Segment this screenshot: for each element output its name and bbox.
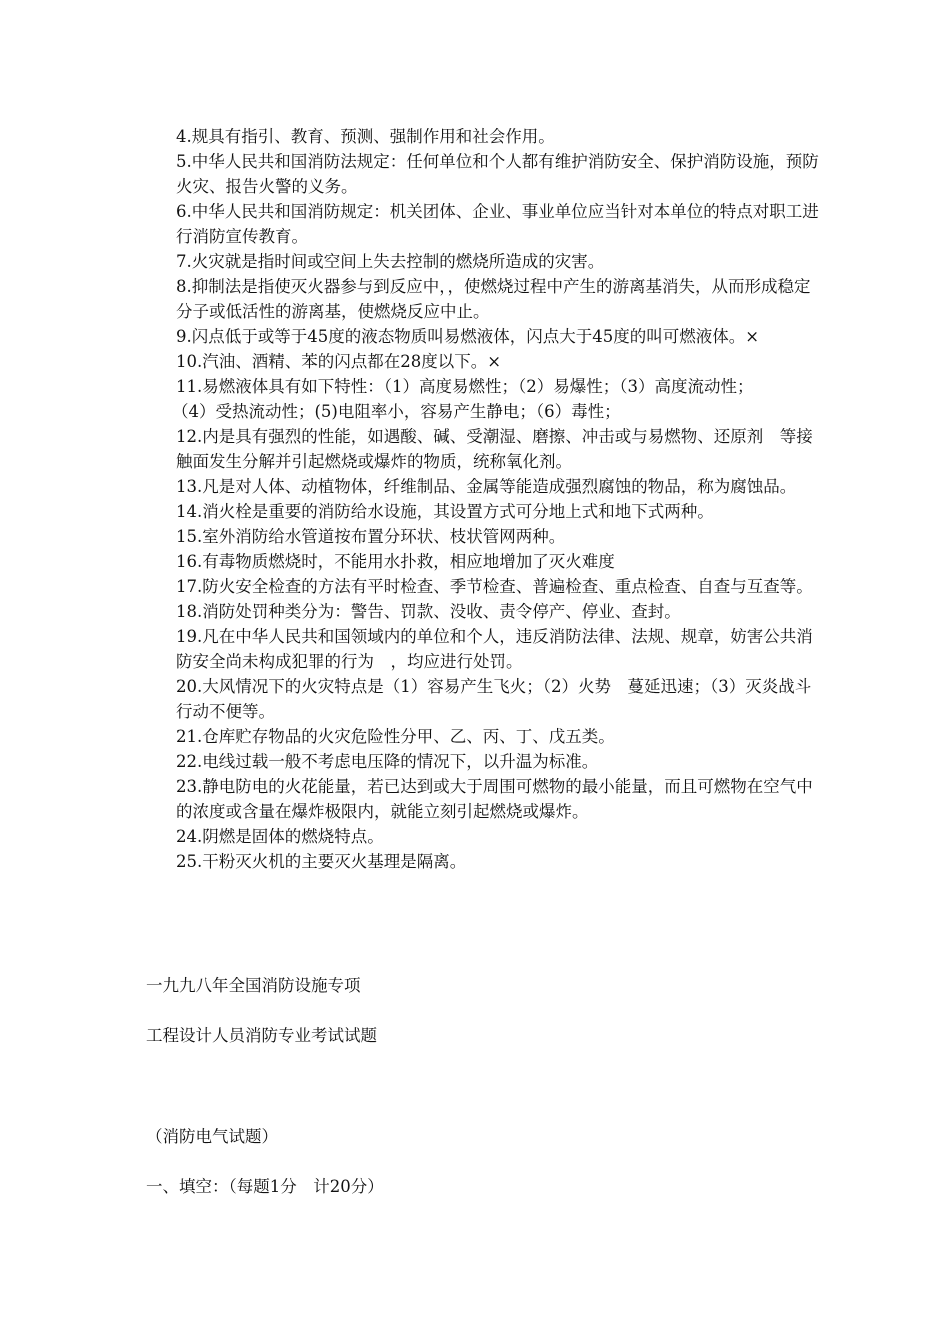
list-item: 14.消火栓是重要的消防给水设施，其设置方式可分地上式和地下式两种。 (176, 502, 714, 521)
section-heading: 一、填空：（每题1分 计20分） (146, 1177, 384, 1196)
list-item: 4.规具有指引、教育、预测、强制作用和社会作用。 (176, 127, 555, 146)
list-item: 11.易燃液体具有如下特性：（1）高度易燃性；（2）易爆性；（3）高度流动性； (176, 377, 754, 396)
list-item: 5.中华人民共和国消防法规定：任何单位和个人都有维护消防安全、保护消防设施，预防火灾、报告火警的义务。 (176, 152, 819, 196)
list-item: 23.静电防电的火花能量，若已达到或大于周围可燃物的最小能量，而且可燃物在空气中的浓度或含量在爆炸极限内，就能立刻引起燃烧或爆炸。 (176, 777, 813, 821)
question-list (172, 124, 826, 874)
list-item: 8.抑制法是指使灭火器参与到反应中，，使燃烧过程中产生的游离基消失，从而形成稳定分子或低活性的游离基，使燃烧反应中止。 (176, 277, 811, 321)
list-item: 12.内是具有强烈的性能，如遇酸、碱、受潮湿、磨擦、冲击或与易燃物、还原剂 等接触面发生分解并引起燃烧或爆炸的物质，统称氧化剂。 (176, 427, 813, 471)
list-item: 19.凡在中华人民共和国领域内的单位和个人，违反消防法律、法规、规章，妨害公共消防安全尚未构成犯罪的行为 ，均应进行处罚。 (176, 627, 813, 671)
list-item: 9.闪点低于或等于45度的液态物质叫易燃液体，闪点大于45度的叫可燃液体。× (176, 327, 760, 346)
list-item: 15.室外消防给水管道按布置分环状、枝状管网两种。 (176, 527, 566, 546)
list-item: 10.汽油、酒精、苯的闪点都在28度以下。× (176, 352, 502, 371)
list-item: 20.大风情况下的火灾特点是（1）容易产生飞火；（2）火势 蔓延迅速；（3）灭炎战斗行动不便等。 (176, 677, 812, 721)
list-item: 7.火灾就是指时间或空间上失去控制的燃烧所造成的灾害。 (176, 252, 605, 271)
list-item: 21.仓库贮存物品的火灾危险性分甲、乙、丙、丁、戊五类。 (176, 727, 615, 746)
list-item: 22.电线过载一般不考虑电压降的情况下，以升温为标准。 (176, 752, 599, 771)
exam-title-line-2: 工程设计人员消防专业考试试题 (146, 1026, 377, 1045)
list-item: （4）受热流动性；(5)电阻率小，容易产生静电；（6）毒性； (172, 402, 621, 421)
list-item: 6.中华人民共和国消防规定：机关团体、企业、事业单位应当针对本单位的特点对职工进行消防宣传教育。 (176, 202, 819, 246)
list-item: 18.消防处罚种类分为：警告、罚款、没收、责令停产、停业、查封。 (176, 602, 681, 621)
exam-subtitle: （消防电气试题） (146, 1127, 278, 1146)
list-item: 16.有毒物质燃烧时，不能用水扑救，相应地增加了灭火难度 (176, 552, 615, 571)
list-item: 25.干粉灭火机的主要灭火基理是隔离。 (176, 852, 467, 871)
exam-title-line-1: 一九九八年全国消防设施专项 (146, 976, 361, 995)
list-item: 24.阴燃是固体的燃烧特点。 (176, 827, 384, 846)
list-item: 17.防火安全检查的方法有平时检查、季节检查、普遍检查、重点检查、自查与互查等。 (176, 577, 813, 596)
list-item: 13.凡是对人体、动植物体，纤维制品、金属等能造成强烈腐蚀的物品，称为腐蚀品。 (176, 477, 797, 496)
